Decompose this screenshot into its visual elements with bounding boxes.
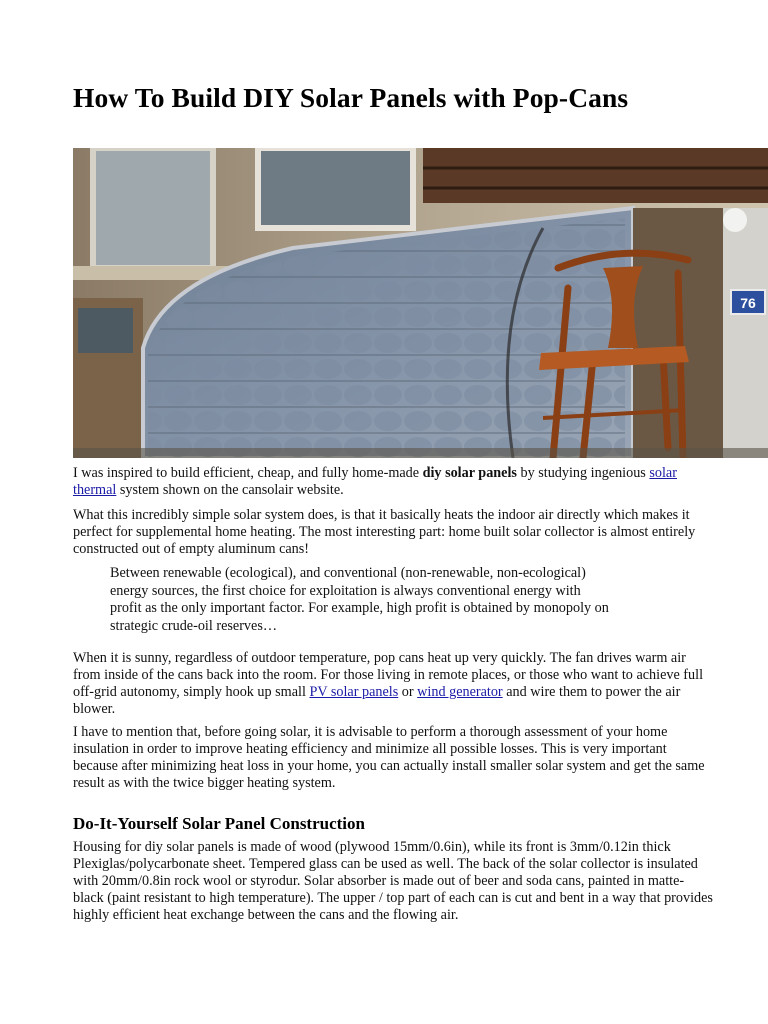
- blockquote: [110, 565, 670, 635]
- paragraph-intro: [73, 465, 713, 499]
- intro-bold: diy solar panels: [422, 465, 517, 481]
- paragraph-insulation: [73, 724, 713, 792]
- page-title: How To Build DIY Solar Panels with Pop-Cans: [73, 82, 629, 113]
- solar-thermal-link[interactable]: solar thermal: [73, 465, 677, 498]
- insulation-text: I have to mention that, before going solar, it is advisable to perform a thorough assessment of your home insulation in order to improve heating efficiency and minimize all possible losses. This is very important because after minimizing heat loss in your home, you can actually install smaller solar system and get the same result as with the twice bigger heating system.: [73, 724, 705, 791]
- quote-line: profit as the only important factor. For example, high profit is obtained by monopoly on: [110, 600, 609, 616]
- wind-generator-link[interactable]: wind generator: [417, 684, 503, 700]
- pv-solar-panels-link[interactable]: PV solar panels: [309, 684, 399, 700]
- sunny-text-3: and wire them to power the air blower.: [73, 684, 681, 717]
- paragraph-description: [73, 507, 713, 558]
- paragraph-sunny: [73, 650, 713, 718]
- house-number-sign: 76: [740, 295, 756, 311]
- solar-panel-photo: [73, 148, 768, 458]
- quote-line: energy sources, the first choice for exploitation is always conventional energy with: [110, 582, 581, 599]
- quote-line: strategic crude-oil reserves…: [110, 617, 278, 634]
- construction-text: Housing for diy solar panels is made of wood (plywood 15mm/0.6in), while its front is 3mm/0.12in thick Plexiglas/polycarbonate sheet. Tempered glass can be used as well. The back of the solar collector is insulated with 20mm/0.8in rock wool or styrodur. Solar absorber is made out of beer and soda cans, painted in matte-black (paint resistant to high temperature). The upper / top part of each can is cut and bent in a way that provides highly efficient heat exchange between the cans and the flowing air.: [73, 839, 713, 923]
- intro-text-2: by studying ingenious: [516, 465, 650, 481]
- paragraph-construction: [73, 839, 713, 924]
- sunny-text-2: or: [398, 684, 418, 700]
- sunny-text-1: When it is sunny, regardless of outdoor temperature, pop cans heat up very quickly. The fan drives warm air from inside of the cans back into the room. For those living in remote places, or those who want to achieve full off-grid autonomy, simply hook up small: [73, 650, 704, 700]
- quote-line: Between renewable (ecological), and conventional (non-renewable, non-ecological): [110, 565, 586, 581]
- description-text: What this incredibly simple solar system does, is that it basically heats the indoor air directly which makes it perfect for supplemental home heating. The most interesting part: home built solar collector is almost entirely constructed out of empty aluminum cans!: [73, 507, 696, 557]
- section-heading: Do-It-Yourself Solar Panel Construction: [73, 814, 365, 833]
- intro-text-1: I was inspired to build efficient, cheap, and fully home-made: [73, 465, 423, 481]
- intro-text-3: system shown on the cansolair website.: [116, 482, 344, 498]
